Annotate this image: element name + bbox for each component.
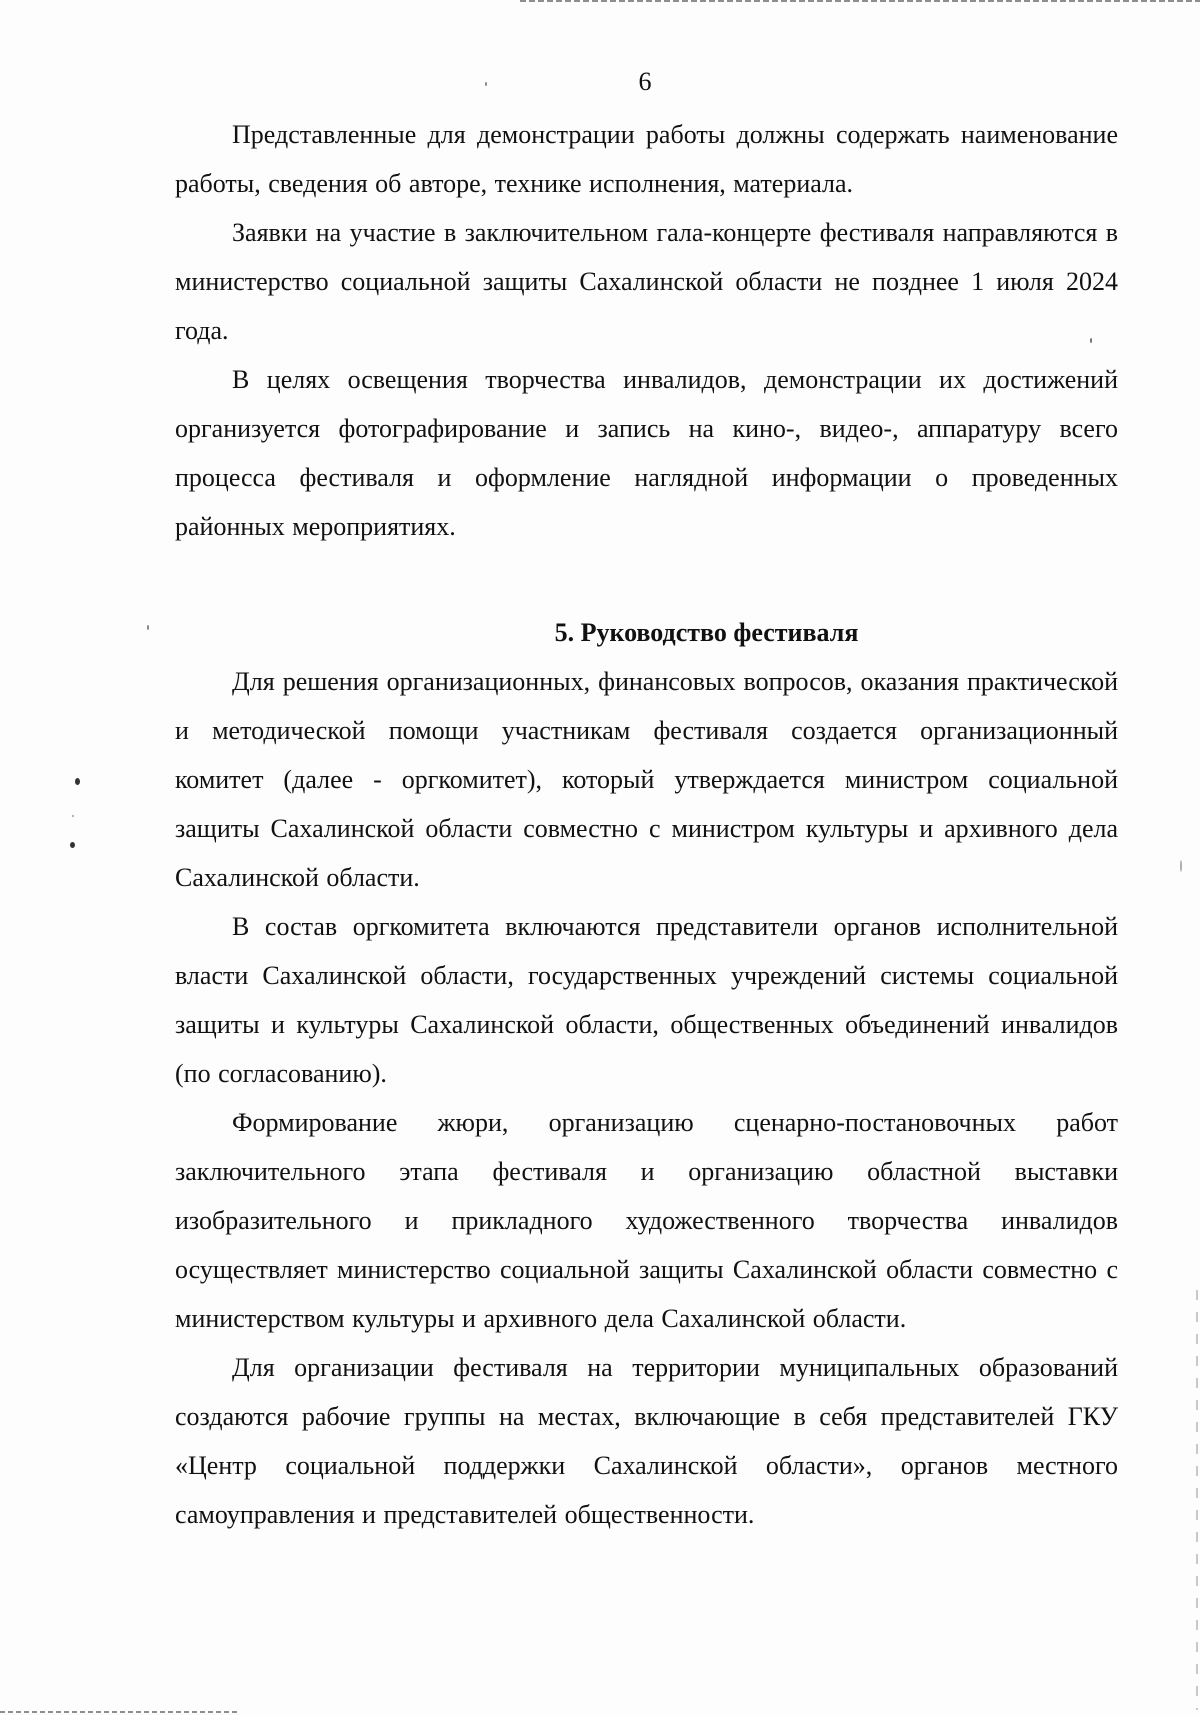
page-number: 6 (638, 67, 652, 96)
document-body (175, 110, 1118, 1539)
paragraph: Для организации фестиваля на территории муниципальных образований создаются рабочие группы на местах, включающие в себя представителей ГКУ «Центр социальной поддержки Сахалинской области», органов местного самоуправления и представителей общественности. (175, 1353, 1118, 1529)
scan-speck (1180, 860, 1182, 872)
scan-speck (75, 778, 80, 785)
paragraph: Представленные для демонстрации работы должны содержать наименование работы, сведения об авторе, технике исполнения, материала. (175, 120, 1118, 198)
scan-speck (70, 842, 75, 848)
scan-speck (72, 815, 74, 817)
scan-artifact-bottom (0, 1711, 240, 1713)
scan-speck (147, 625, 149, 630)
section-heading: 5. Руководство фестиваля (554, 618, 859, 647)
paragraph: В состав оргкомитета включаются представители органов исполнительной власти Сахалинской области, государственных учреждений системы социальной защиты и культуры Сахалинской области, общественных объединений инвалидов (по согласованию). (175, 912, 1118, 1088)
paragraph: Формирование жюри, организацию сценарно-постановочных работ заключительного этапа фестиваля и организацию областной выставки изобразительного и прикладного художественного творчества инвалидов осуществляет министерство социальной защиты Сахалинской области совместно с министерством культуры и архивного дела Сахалинской области. (175, 1108, 1118, 1333)
paragraph: Для решения организационных, финансовых вопросов, оказания практической и методической помощи участникам фестиваля создается организационный комитет (далее - оргкомитет), который утверждается министром социальной защиты Сахалинской области совместно с министром культуры и архивного дела Сахалинской области. (175, 667, 1118, 892)
paragraph: В целях освещения творчества инвалидов, демонстрации их достижений организуется фотографирование и запись на кино-, видео-, аппаратуру всего процесса фестиваля и оформление наглядной информации о проведенных районных мероприятиях. (175, 365, 1118, 541)
scan-artifact-top (520, 0, 1200, 2)
paragraph: Заявки на участие в заключительном гала-концерте фестиваля направляются в министерство социальной защиты Сахалинской области не позднее 1 июля 2024 года. (175, 218, 1118, 345)
scan-artifact-right-edge (1196, 1290, 1198, 1710)
